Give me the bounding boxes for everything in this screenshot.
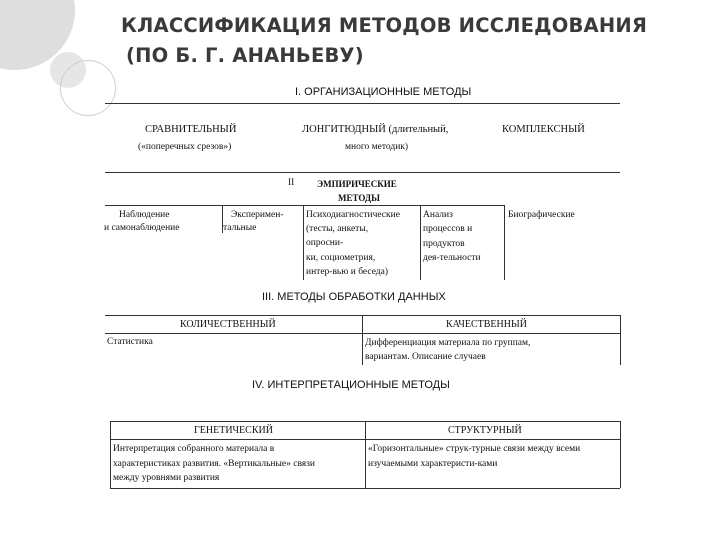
section4-structural-header: СТРУКТУРНЫЙ [448, 425, 522, 436]
section2-analysis-line1: Анализ [423, 210, 453, 220]
section4-genetic-body-line1: Интерпретация собранного материала в [113, 444, 275, 454]
section2-analysis-line3: продуктов [423, 239, 465, 249]
section2-experimental-line2: тальные [223, 223, 257, 233]
section2-divider-4 [504, 205, 505, 280]
decorative-circle-outline [60, 60, 116, 116]
section2-psychodiagnostic-line1: Психодиагностические [306, 210, 400, 220]
section1-comparative-subtitle: («поперечных срезов») [138, 142, 232, 152]
section4-heading: IV. ИНТЕРПРЕТАЦИОННЫЕ МЕТОДЫ [252, 379, 450, 391]
section3-right-border [620, 315, 621, 365]
section1-longitudinal-subtitle: много методик) [345, 142, 409, 152]
section3-quantitative-header: КОЛИЧЕСТВЕННЫЙ [180, 319, 276, 330]
section2-experimental-line1: Эксперимен- [231, 210, 284, 220]
section3-statistics: Статистика [107, 337, 153, 347]
section3-heading: III. МЕТОДЫ ОБРАБОТКИ ДАННЫХ [262, 291, 446, 303]
section1-comparative-title: СРАВНИТЕЛЬНЫЙ [145, 124, 237, 135]
section2-divider-3 [420, 205, 421, 280]
section2-analysis-line4: дея-тельности [423, 253, 481, 263]
section4-structural-body-line1: «Горизонтальные» струк-турные связи между всеми [368, 444, 581, 454]
section1-top-rule [105, 103, 620, 104]
section1-bottom-rule [105, 172, 620, 173]
section4-genetic-body-line2: характеристиках развития. «Вертикальные» связи [113, 459, 316, 469]
page-title-line1: КЛАССИФИКАЦИЯ МЕТОДОВ ИССЛЕДОВАНИЯ [121, 14, 648, 37]
section4-divider [365, 421, 366, 488]
section3-qualitative-body-line2: вариантам. Описание случаев [365, 352, 486, 362]
section2-observation-line1: Наблюдение [119, 210, 170, 220]
section2-biographical: Биографические [508, 210, 575, 220]
section2-heading-line2: МЕТОДЫ [338, 193, 380, 203]
section3-qualitative-body-line1: Дифференциация материала по группам, [365, 338, 531, 348]
section1-longitudinal-title: ЛОНГИТЮДНЫЙ (длительный, [302, 124, 449, 135]
section4-left-border [110, 421, 111, 488]
section2-psychodiagnostic-line3: опросни- [306, 238, 344, 248]
section1-heading: I. ОРГАНИЗАЦИОННЫЕ МЕТОДЫ [295, 86, 472, 98]
section4-right-border [620, 421, 621, 488]
section2-psychodiagnostic-line5: интер-вью и беседа) [306, 267, 388, 277]
section4-genetic-body-line3: между уровнями развития [113, 473, 220, 483]
section3-divider [362, 315, 363, 365]
section4-structural-body-line2: изучаемыми характеристи-ками [368, 459, 498, 469]
section2-psychodiagnostic-line2: (тесты, анкеты, [306, 224, 369, 234]
section2-analysis-line2: процессов и [423, 224, 473, 234]
section4-bottom-rule [110, 488, 620, 489]
section3-qualitative-header: КАЧЕСТВЕННЫЙ [446, 319, 527, 330]
section2-psychodiagnostic-line4: ки, социометрия, [306, 253, 376, 263]
section2-roman: II [288, 178, 295, 188]
section2-divider-2 [303, 205, 304, 280]
section4-genetic-header: ГЕНЕТИЧЕСКИЙ [194, 425, 273, 436]
section2-heading-line1: ЭМПИРИЧЕСКИЕ [317, 179, 397, 189]
section2-top-rule [105, 205, 505, 206]
section2-observation-line2: и самонаблюдение [104, 223, 180, 233]
page-title-line2: (ПО Б. Г. АНАНЬЕВУ) [126, 44, 364, 67]
section1-complex-title: КОМПЛЕКСНЫЙ [502, 124, 585, 135]
